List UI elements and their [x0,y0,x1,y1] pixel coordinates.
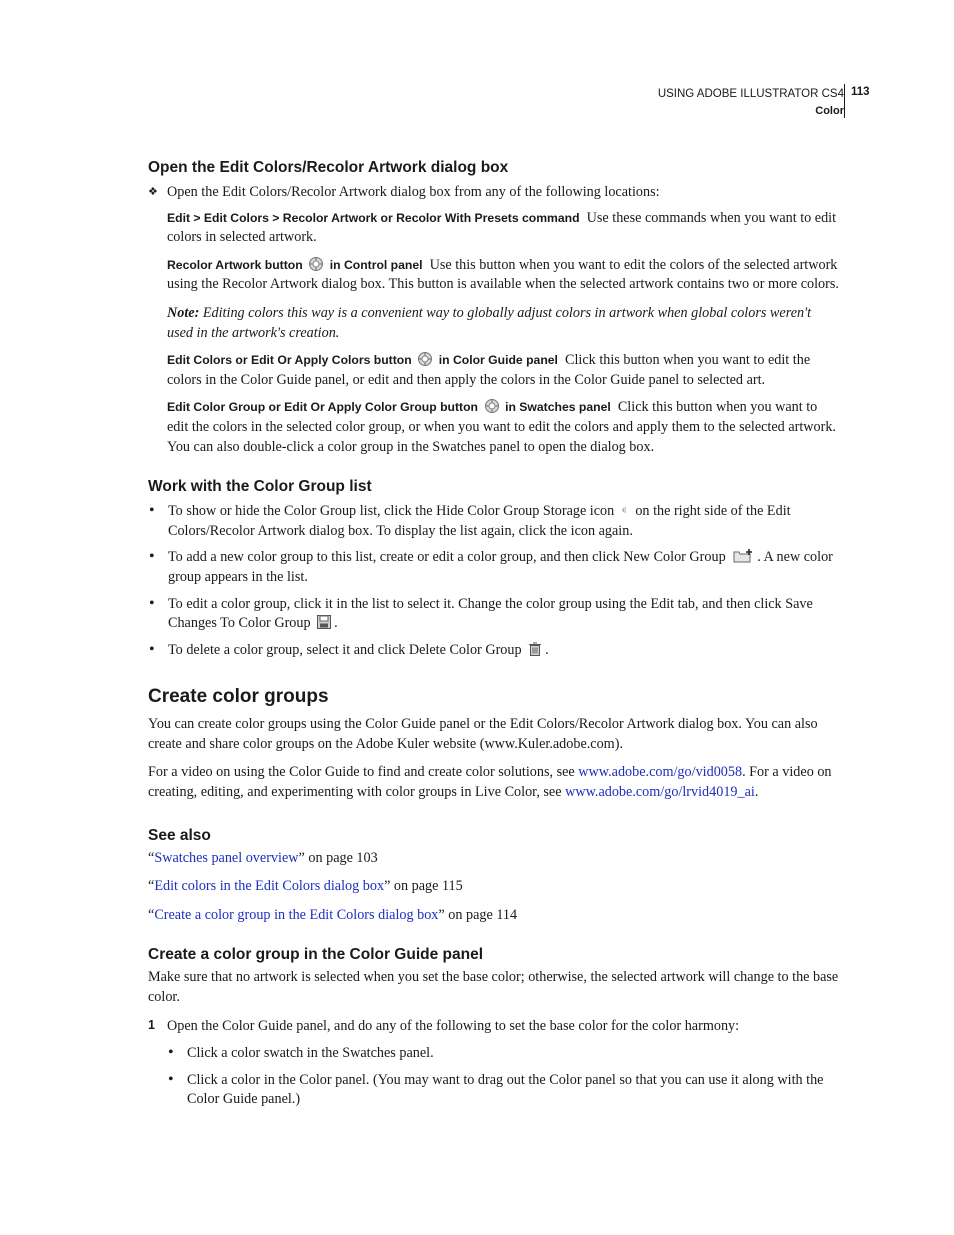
item-text: Click this button when you want to edit the colors in the selected color group, or when you want to edit the colors and apply them to the selected artwork. You can also double-click a color group in the Swatches panel to open the dialog box. [167,399,836,455]
bullet-item [148,548,840,587]
link-swatches-panel-overview[interactable]: Swatches panel overview [154,849,299,866]
note-text: Editing colors this way is a convenient way to globally adjust colors in artwork when global colors weren't used in the artwork's creation. [167,304,812,341]
text-part: on the right side of the Edit Colors/Recolor Artwork dialog box. To display the list again, click the icon again. [168,503,791,539]
bullet-text [168,548,840,587]
item-lead: in Color Guide panel [438,353,558,368]
running-header [658,86,844,120]
step-number: 1 [148,1017,155,1032]
page-number: 113 [851,86,870,98]
trash-icon [527,641,543,657]
page-ref: ” on page 114 [438,906,518,923]
header-title: USING ADOBE ILLUSTRATOR CS4 [657,88,844,100]
location-item [167,256,840,295]
heading-color-guide-panel: Create a color group in the Color Guide panel [148,946,484,964]
item-text: Use these commands when you want to edit colors in selected artwork. [167,209,837,246]
text-part: . A new color group appears in the list. [168,549,833,585]
header-divider [844,84,845,118]
header-section: Color [815,105,844,117]
text-part: . [545,641,549,658]
item-lead: Edit > Edit Colors > Recolor Artwork or Recolor With Presets command [167,210,580,225]
location-item [167,351,840,390]
see-also-item: “Swatches panel overview” on page 103 [148,849,378,866]
bullet-text: Click a color in the Color panel. (You may want to drag out the Color panel so that you can use it along with the Color Guide panel.) [187,1071,824,1108]
new-color-group-icon [731,548,755,564]
paragraph [148,763,840,802]
procedure-step [148,183,840,203]
bullet: • [149,640,155,658]
note-label: Note: [167,304,200,321]
bullet-item [167,1044,840,1064]
bullet: • [149,548,155,566]
item-lead: Recolor Artwork button [167,257,303,272]
item-lead: Edit Colors or Edit Or Apply Colors button [167,353,412,368]
step-diamond-icon: ❖ [148,186,158,198]
page-ref: ” on page 115 [384,878,463,895]
heading-see-also: See also [148,826,211,844]
link-create-color-group-dialog[interactable]: Create a color group in the Edit Colors dialog box [154,906,439,923]
text-part: . [754,784,759,801]
bullet: • [168,1044,174,1062]
item-lead: in Swatches panel [505,400,611,415]
recolor-artwork-icon [308,256,324,272]
bullet-text [168,595,840,634]
numbered-step [148,1017,840,1037]
heading-color-group-list: Work with the Color Group list [148,478,372,496]
heading-open-edit-colors: Open the Edit Colors/Recolor Artwork dialog box [148,159,509,176]
see-also-item: “Edit colors in the Edit Colors dialog box” on page 115 [148,878,463,895]
bullet-item [148,595,840,634]
page-content [148,158,840,1110]
bullet: • [149,502,155,520]
see-also-item: “Create a color group in the Edit Colors dialog box” on page 114 [148,906,518,923]
item-lead: in Control panel [329,257,423,272]
bullet: • [149,594,155,612]
bullet-text [168,641,549,661]
text-part: To show or hide the Color Group list, click the Hide Color Group Storage icon [168,503,615,520]
hide-storage-icon [620,502,630,518]
page-ref: ” on page 103 [298,849,378,866]
location-item [167,209,840,248]
text-part: . For a video on creating, editing, and experimenting with color groups in Live Color, see [148,764,832,801]
save-changes-icon [316,614,332,630]
text-part: To add a new color group to this list, create or edit a color group, and then click New Color Group [168,549,726,566]
bullet-text [168,502,840,541]
paragraph: You can create color groups using the Color Guide panel or the Edit Colors/Recolor Artwork dialog box. You can also create and share color groups on the Adobe Kuler website (www.Kuler.adobe.com). [148,716,818,752]
intro-text: Open the Edit Colors/Recolor Artwork dialog box from any of the following locations: [167,184,660,200]
bullet-item [148,502,840,541]
paragraph: Make sure that no artwork is selected when you set the base color; otherwise, the selected artwork will change to the base color. [148,969,839,1006]
bullet-item [167,1071,840,1110]
location-item [167,398,840,457]
edit-colors-icon [417,351,433,367]
heading-create-color-groups: Create color groups [148,686,329,708]
video-link-lrvid4019[interactable]: www.adobe.com/go/lrvid4019_ai [565,784,755,801]
text-part: For a video on using the Color Guide to find and create color solutions, see [148,764,575,781]
step-text: Open the Color Guide panel, and do any of the following to set the base color for the color harmony: [167,1017,740,1034]
link-edit-colors-dialog[interactable]: Edit colors in the Edit Colors dialog box [154,878,385,895]
note [167,304,840,343]
bullet-text: Click a color swatch in the Swatches panel. [187,1045,434,1062]
bullet-item [148,641,840,661]
bullet: • [168,1070,174,1088]
item-text: Use this button when you want to edit the colors of the selected artwork using the Recolor Artwork dialog box. This button is available when the selected artwork contains two or more colors. [167,256,839,293]
text-part: To edit a color group, click it in the list to select it. Change the color group using the Edit tab, and then click Save Changes To Color Group [168,595,813,632]
text-part: To delete a color group, select it and click Delete Color Group [168,641,522,658]
video-link-vid0058[interactable]: www.adobe.com/go/vid0058 [578,764,743,781]
item-text: Click this button when you want to edit the colors in the Color Guide panel, or edit and then apply the colors in the Color Guide panel to selected art. [167,352,811,388]
edit-color-group-icon [484,398,500,414]
item-lead: Edit Color Group or Edit Or Apply Color Group button [167,400,478,415]
text-part: . [334,615,338,632]
